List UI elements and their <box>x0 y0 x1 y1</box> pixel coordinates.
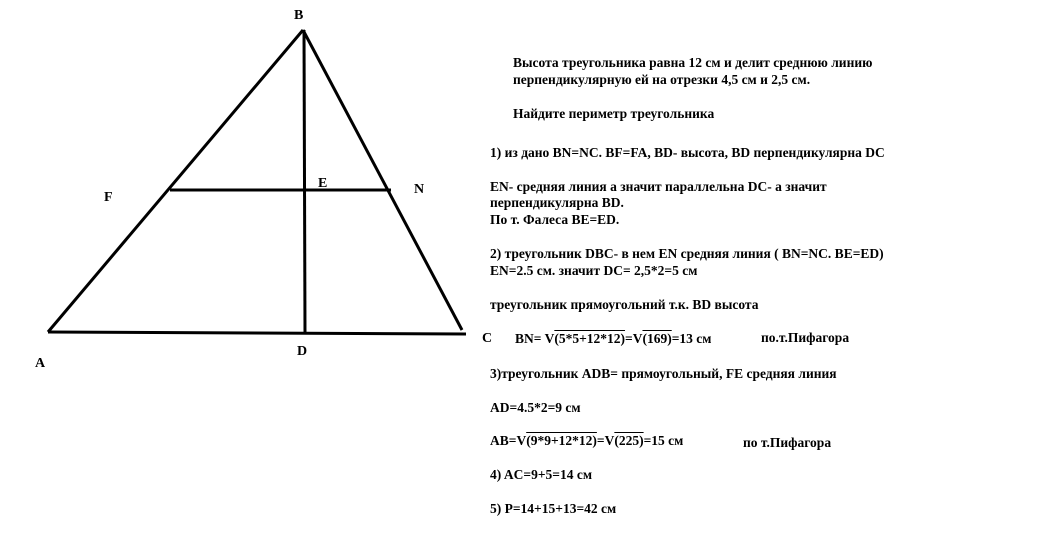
bn-prefix: BN= V <box>515 331 555 346</box>
vertex-label-c: C <box>482 331 493 346</box>
altitude-bd <box>304 30 305 333</box>
step-3-line-1: 3)треугольник ADB= прямоугольный, FE средняя линия <box>490 366 837 381</box>
ab-result: =15 см <box>643 433 684 448</box>
vertex-label-b: B <box>294 8 304 23</box>
step-2-line-1: 2) треугольник DBC- в нем EN средняя линия ( BN=NC. BE=ED) <box>490 246 884 261</box>
side-ab <box>48 30 303 332</box>
problem-question: Найдите периметр треугольника <box>513 106 715 121</box>
point-label-e: E <box>318 176 328 191</box>
problem-line-1: Высота треугольника равна 12 см и делит среднюю линию <box>513 55 873 70</box>
step-1-thales: По т. Фалеса BE=ED. <box>490 212 620 227</box>
bn-formula <box>515 330 711 347</box>
step-5: 5) P=14+15+13=42 см <box>490 501 617 516</box>
ab-radicand-1: (9*9+12*12) <box>526 433 597 448</box>
ab-prefix: AB=V <box>490 433 527 448</box>
bn-radicand-2: (169) <box>642 331 672 346</box>
bn-note: по.т.Пифагора <box>761 330 850 345</box>
step-1-midline-1: EN- средняя линия а значит параллельна DC- а значит <box>490 179 827 194</box>
step-4: 4) AC=9+5=14 см <box>490 467 593 482</box>
point-label-n: N <box>414 182 425 197</box>
point-label-d: D <box>297 344 308 359</box>
point-label-f: F <box>104 190 113 205</box>
bn-middle: =V <box>625 331 643 346</box>
step-3-ad: AD=4.5*2=9 см <box>490 400 581 415</box>
step-1-midline-2: перпендикулярна BD. <box>490 195 624 210</box>
step-1: 1) из дано BN=NC. BF=FA, BD- высота, BD перпендикулярна DC <box>490 145 885 160</box>
vertex-label-a: A <box>35 356 46 371</box>
ab-radicand-2: (225) <box>614 433 644 448</box>
side-ac <box>48 332 466 334</box>
step-2-right-triangle: треугольник прямоугольний т.к. BD высота <box>490 297 759 312</box>
ab-formula <box>490 432 683 449</box>
bn-result: =13 см <box>671 331 712 346</box>
step-2-line-2: EN=2.5 см. значит DC= 2,5*2=5 см <box>490 263 698 278</box>
ab-note: по т.Пифагора <box>743 435 832 450</box>
problem-line-2: перпендикулярную ей на отрезки 4,5 см и 2,5 см. <box>513 72 811 87</box>
bn-radicand-1: (5*5+12*12) <box>554 331 626 346</box>
ab-middle: =V <box>596 433 615 448</box>
